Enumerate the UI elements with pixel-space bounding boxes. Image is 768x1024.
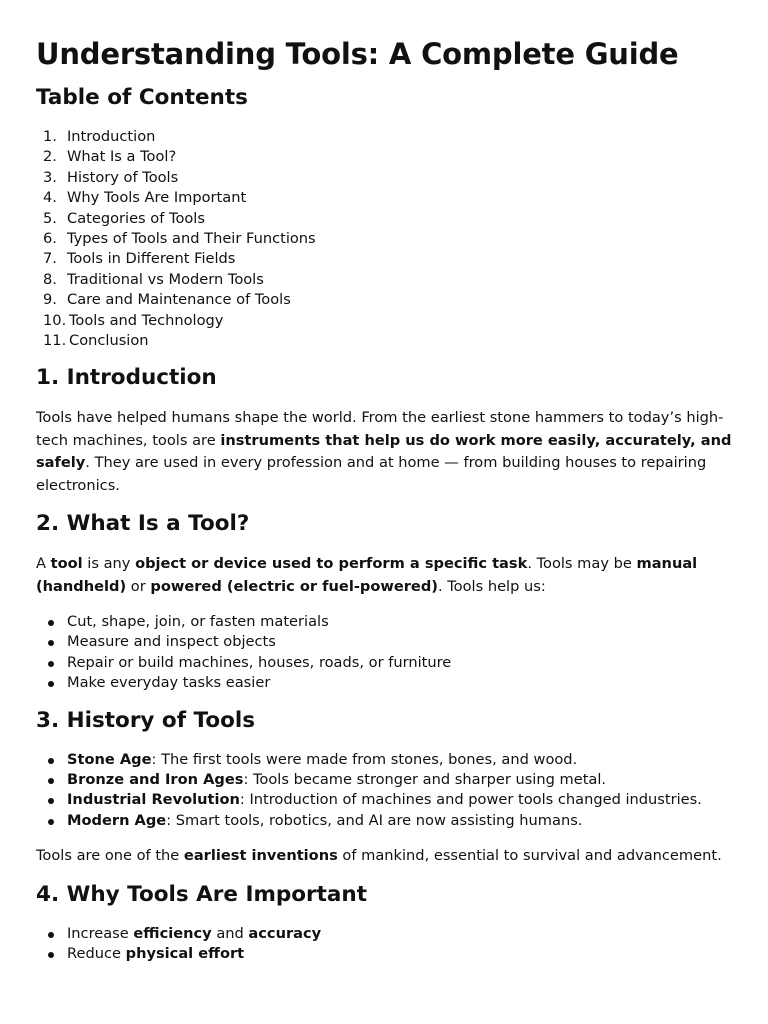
history-desc: : Smart tools, robotics, and AI are now assisting humans. [166, 811, 583, 829]
section-heading-why-tools-are-important: 4. Why Tools Are Important [36, 881, 367, 907]
bold-run: object or device used to perform a specific task [135, 555, 528, 573]
toc-item [36, 229, 732, 249]
list-item: Measure and inspect objects [36, 632, 732, 652]
text-run: A [36, 555, 51, 573]
bold-run: manual (handheld) [36, 555, 698, 595]
intro-bold-text: instruments that help us do work more easily, accurately, and safely [36, 431, 732, 472]
toc-item [36, 270, 732, 290]
toc-item-label: Types of Tools and Their Functions [67, 230, 316, 248]
toc-item-label: Why Tools Are Important [67, 189, 247, 207]
toc-item-number: 5. [43, 209, 57, 227]
text-run: or [126, 577, 151, 595]
toc-item [36, 249, 732, 269]
toc-item-label: Tools and Technology [69, 311, 224, 329]
importance-list [36, 924, 732, 965]
toc-item [36, 127, 732, 147]
text-run: . Tools may be [527, 555, 637, 573]
list-item [36, 944, 732, 964]
list-item [36, 750, 732, 770]
toc-item-number: 7. [43, 250, 57, 268]
toc-item-label: What Is a Tool? [67, 148, 177, 166]
toc-item [36, 147, 732, 167]
bold-run: physical effort [125, 944, 245, 962]
text-run: . Tools help us: [437, 577, 546, 595]
list-item: Cut, shape, join, or fasten materials [36, 612, 732, 632]
toc-item-label: History of Tools [67, 168, 179, 186]
toc-item-number: 11. [43, 332, 67, 350]
history-term: Stone Age [67, 750, 152, 768]
bold-run: tool [50, 555, 83, 573]
toc-item-number: 4. [43, 189, 57, 207]
toc-item-number: 2. [43, 148, 57, 166]
toc-heading: Table of Contents [36, 85, 248, 110]
bold-run: earliest inventions [183, 847, 338, 865]
intro-text: Tools have helped humans shape the world. From the earliest stone hammers to today’s high-tech machines, tools are [36, 409, 724, 449]
toc-item [36, 188, 732, 208]
toc-item [36, 311, 732, 331]
tool-uses-list [36, 612, 732, 694]
list-item: Repair or build machines, houses, roads, or furniture [36, 653, 732, 673]
text-run: Reduce [67, 944, 126, 962]
history-term: Modern Age [67, 811, 167, 829]
bold-run: powered (electric or fuel-powered) [150, 577, 438, 595]
toc-item-label: Care and Maintenance of Tools [67, 291, 291, 309]
text-run: Increase [67, 924, 134, 942]
history-term: Industrial Revolution [67, 791, 240, 809]
intro-text-end: . They are used in every profession and at home — from building houses to repairing electronics. [36, 454, 707, 494]
section-heading-history-of-tools: 3. History of Tools [36, 707, 256, 733]
introduction-paragraph [36, 407, 732, 497]
toc-item-number: 10. [43, 311, 67, 329]
text-run: is any [82, 555, 136, 573]
toc-item-label: Categories of Tools [67, 209, 205, 227]
bold-run: accuracy [248, 924, 322, 942]
toc-list [36, 127, 732, 351]
section-heading-what-is-a-tool: 2. What Is a Tool? [36, 511, 250, 537]
toc-item-number: 6. [43, 230, 57, 248]
toc-item [36, 331, 732, 351]
list-item [36, 811, 732, 831]
list-item [36, 924, 732, 944]
toc-item-number: 3. [43, 168, 57, 186]
toc-item-label: Traditional vs Modern Tools [67, 270, 264, 288]
document-title: Understanding Tools: A Complete Guide [36, 37, 679, 71]
toc-item-label: Introduction [67, 128, 156, 145]
history-desc: : Tools became stronger and sharper using metal. [243, 770, 607, 788]
toc-item-number: 1. [43, 128, 57, 145]
text-run: of mankind, essential to survival and advancement. [337, 847, 722, 865]
list-item [36, 770, 732, 790]
list-item [36, 790, 732, 810]
toc-item [36, 290, 732, 310]
history-term: Bronze and Iron Ages [67, 770, 244, 788]
text-run: and [211, 924, 249, 942]
text-run: Tools are one of the [36, 847, 184, 865]
toc-item-label: Conclusion [69, 332, 149, 350]
history-list [36, 750, 732, 832]
what-is-a-tool-paragraph [36, 553, 732, 598]
list-item: Make everyday tasks easier [36, 673, 732, 693]
history-desc: : Introduction of machines and power tools changed industries. [239, 791, 702, 809]
toc-item-label: Tools in Different Fields [67, 250, 236, 268]
history-desc: : The first tools were made from stones, bones, and wood. [151, 750, 578, 768]
toc-item [36, 168, 732, 188]
toc-item-number: 9. [43, 291, 57, 309]
history-paragraph [36, 845, 732, 867]
bold-run: efficiency [133, 924, 212, 942]
section-heading-introduction: 1. Introduction [36, 365, 217, 391]
toc-item [36, 209, 732, 229]
toc-item-number: 8. [43, 270, 57, 288]
